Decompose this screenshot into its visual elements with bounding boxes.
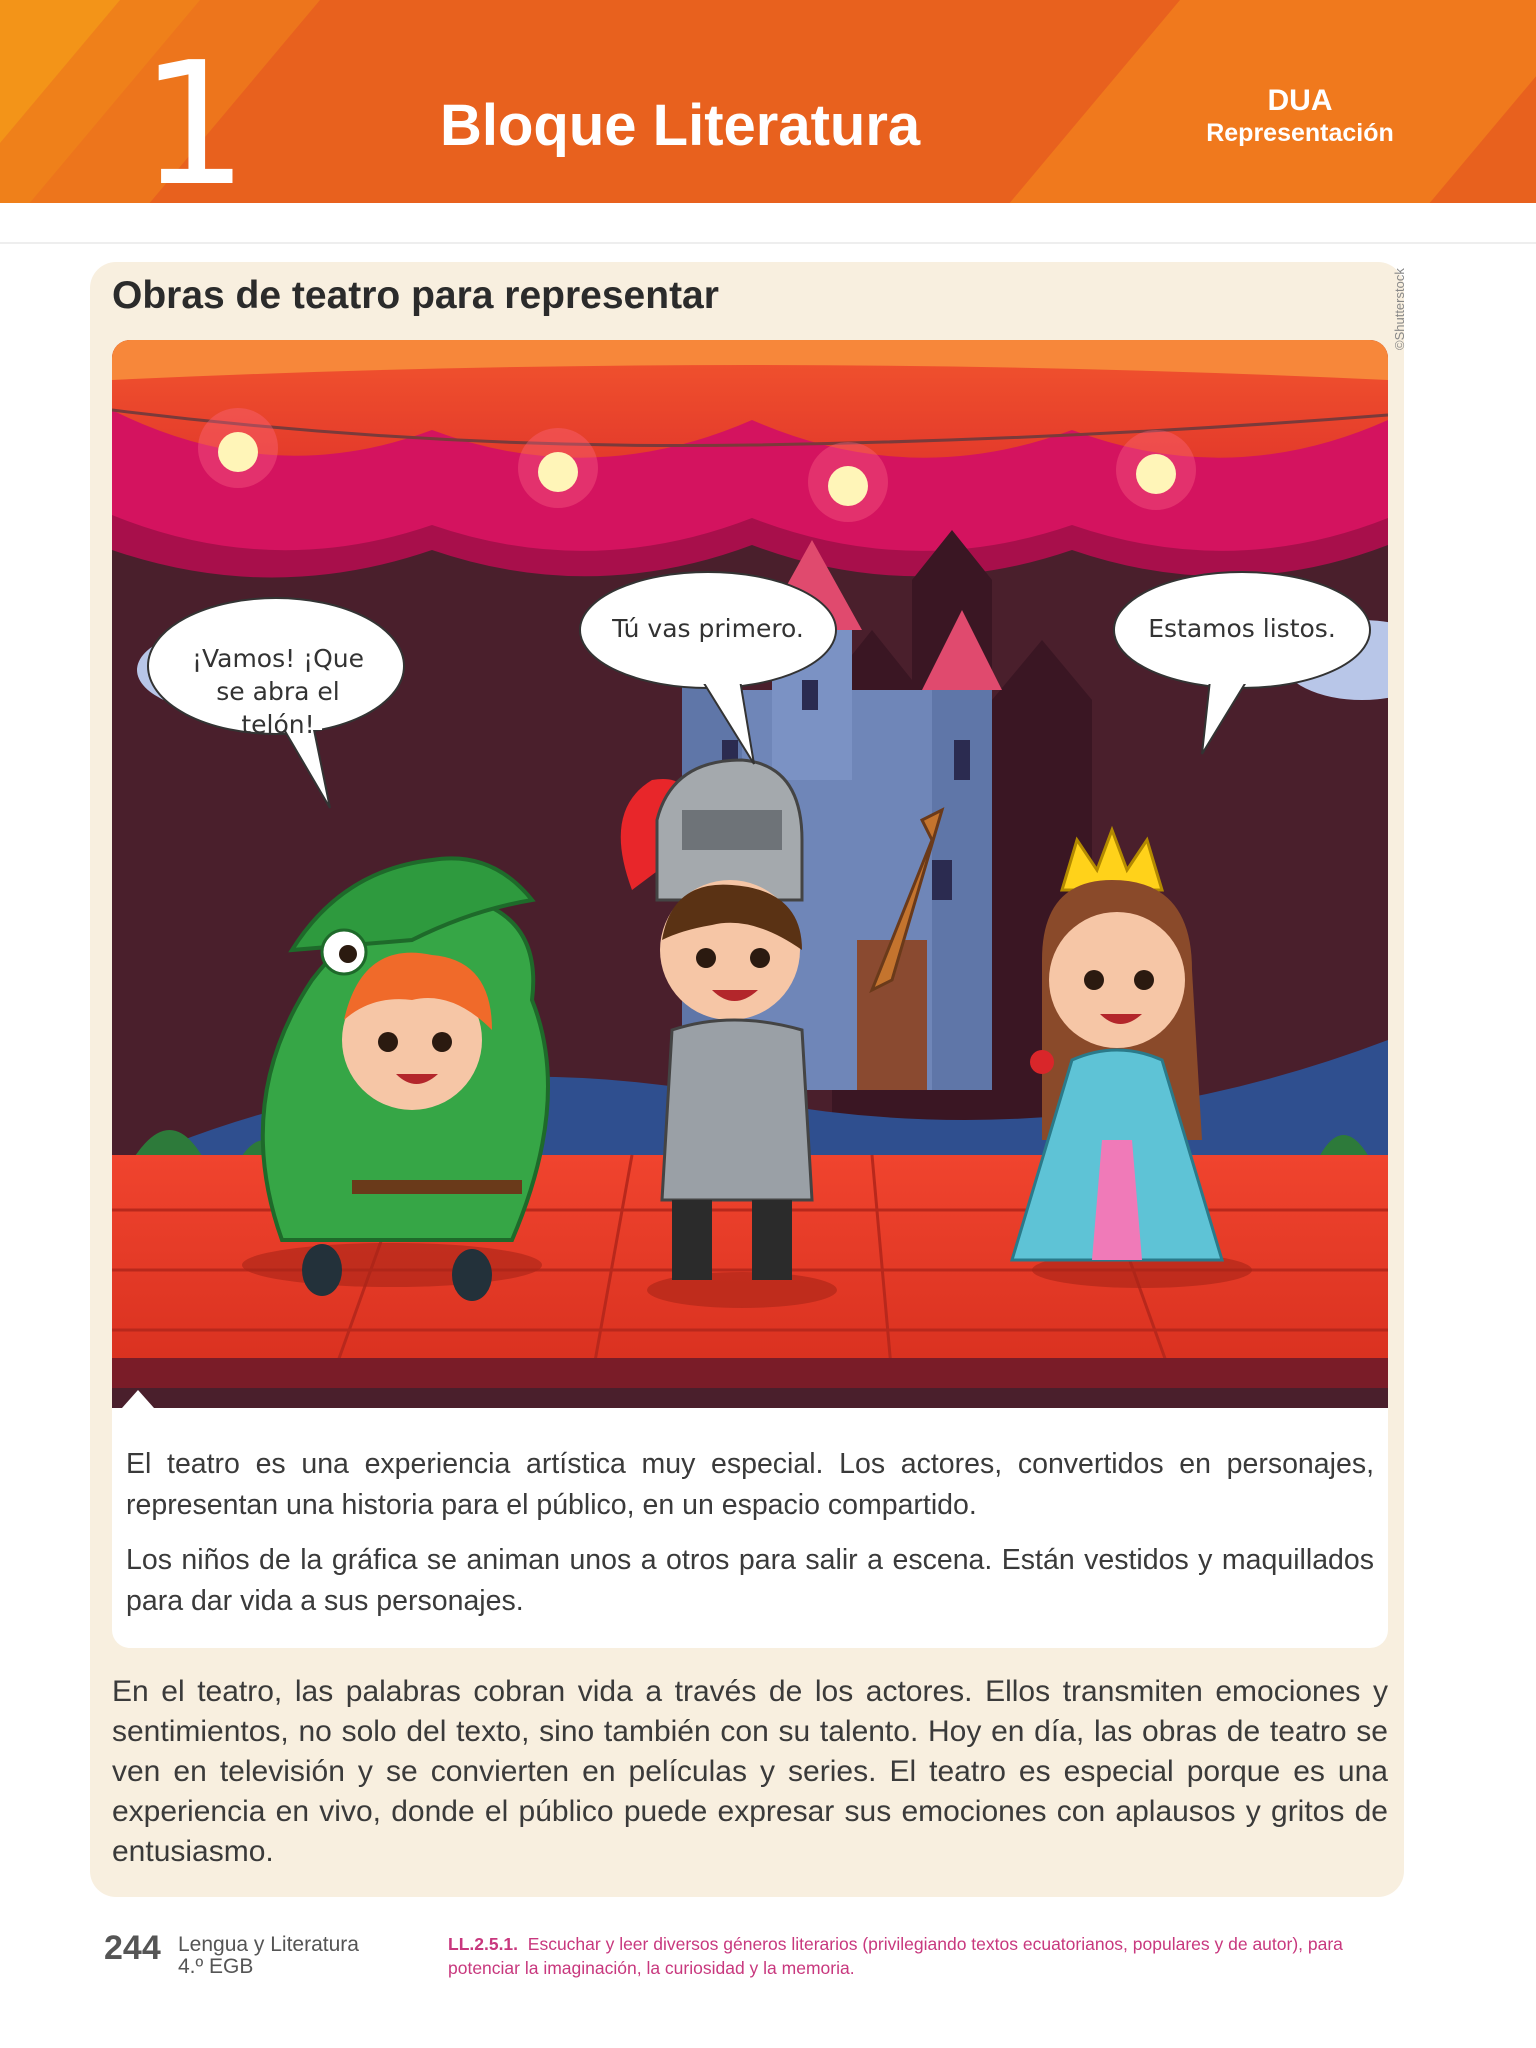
speech-bubbles xyxy=(112,340,1388,1408)
header-divider xyxy=(0,242,1536,244)
speech-bubble-knight: Tú vas primero. xyxy=(612,614,804,643)
dua-label xyxy=(1180,84,1420,148)
speech-bubble-princess: Estamos listos. xyxy=(1148,614,1336,643)
page-number: 244 xyxy=(104,1929,161,1967)
image-credit: ©Shutterstock xyxy=(1392,268,1407,350)
dua-title: DUA xyxy=(1267,84,1333,117)
block-title: Bloque Literatura xyxy=(440,93,921,158)
card-paragraph: Los niños de la gráfica se animan unos a otros para salir a escena. Están vestidos y maquillados para dar vida a sus personajes. xyxy=(126,1544,1374,1617)
subject-label: Lengua y Literatura xyxy=(178,1933,359,1956)
speech-bubble-dragon: ¡Vamos! ¡Que se abra el telón! xyxy=(191,644,365,739)
skill-code: LL.2.5.1. xyxy=(448,1934,519,1954)
unit-number: 1 xyxy=(140,26,249,203)
card-paragraph: El teatro es una experiencia artística muy especial. Los actores, convertidos en personajes, representan una historia para el público, en un espacio compartido. xyxy=(126,1448,1374,1521)
skill-criterion xyxy=(448,1932,1388,1980)
illustration-card xyxy=(112,340,1388,1648)
body-paragraph: En el teatro, las palabras cobran vida a través de los actores. Ellos transmiten emociones y sentimientos, no solo del texto, sino también con su talento. Hoy en día, las obras de teatro se ven en televisión y se convierten en películas y series. El teatro es especial porque es una experiencia en vivo, donde el público puede expresar sus emociones con aplausos y gritos de entusiasmo. xyxy=(112,1675,1388,1868)
grade-label: 4.º EGB xyxy=(178,1955,254,1978)
skill-description: Escuchar y leer diversos géneros literarios (privilegiando textos ecuatorianos, populares y de autor), para potenciar la imaginación, la curiosidad y la memoria. xyxy=(448,1934,1343,1978)
dua-subtitle: Representación xyxy=(1206,119,1394,147)
section-title: Obras de teatro para representar xyxy=(112,274,719,317)
chapter-header xyxy=(0,0,1536,203)
